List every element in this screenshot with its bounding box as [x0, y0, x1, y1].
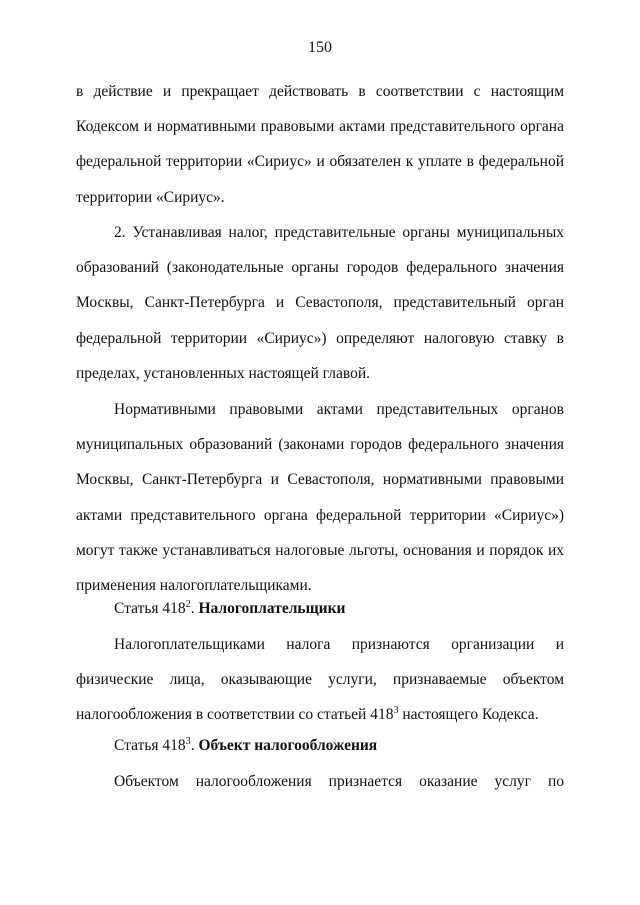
paragraph-text: Объектом налогообложения признается оказание услуг по — [114, 773, 564, 790]
paragraph-continuation — [76, 74, 564, 215]
paragraph-taxpayers-definition — [76, 627, 564, 733]
paragraph-text: Налогоплательщиками налога признаются организации и физические лица, оказывающие услуги, признаваемые объектом налогообложения в соответствии со статьей 418 — [76, 636, 564, 724]
paragraph-text: 2. Устанавливая налог, представительные органы муниципальных образований (законодательные органы городов федерального значения Москвы, Санкт-Петербурга и Севастополя, представительный орган федеральной территории «Сириус») определяют налоговую ставку в пределах, установленных настоящей главой. — [76, 224, 564, 382]
article-number: Статья 418 — [114, 737, 186, 754]
article-title: Налогоплательщики — [198, 600, 346, 617]
article-superscript: 3 — [185, 735, 191, 747]
paragraph-tax-rate — [76, 215, 564, 391]
heading-separator: . — [190, 600, 199, 617]
article-heading-taxation-object — [76, 728, 564, 763]
heading-separator: . — [190, 737, 199, 754]
paragraph-text: в действие и прекращает действовать в соответствии с настоящим Кодексом и нормативными правовыми актами представительного органа федеральной территории «Сириус» и обязателен к уплате в федеральной территории «Сириус». — [76, 83, 564, 206]
paragraph-tax-benefits — [76, 392, 564, 603]
page-number: 150 — [308, 39, 332, 56]
article-number: Статья 418 — [114, 600, 186, 617]
paragraph-text-end: настоящего Кодекса. — [398, 706, 539, 724]
paragraph-taxation-object — [76, 764, 564, 799]
article-superscript: 2 — [185, 598, 191, 610]
article-title: Объект налогообложения — [198, 737, 378, 754]
paragraph-text: Нормативными правовыми актами представительных органов муниципальных образований (законами городов федерального значения Москвы, Санкт-Петербурга и Севастополя, нормативными правовыми актами представительного органа федеральной территории «Сириус») могут также устанавливаться налоговые льготы, основания и порядок их применения налогоплательщиками. — [76, 401, 564, 595]
article-reference-superscript: 3 — [393, 705, 399, 717]
article-heading-taxpayers — [76, 591, 564, 626]
